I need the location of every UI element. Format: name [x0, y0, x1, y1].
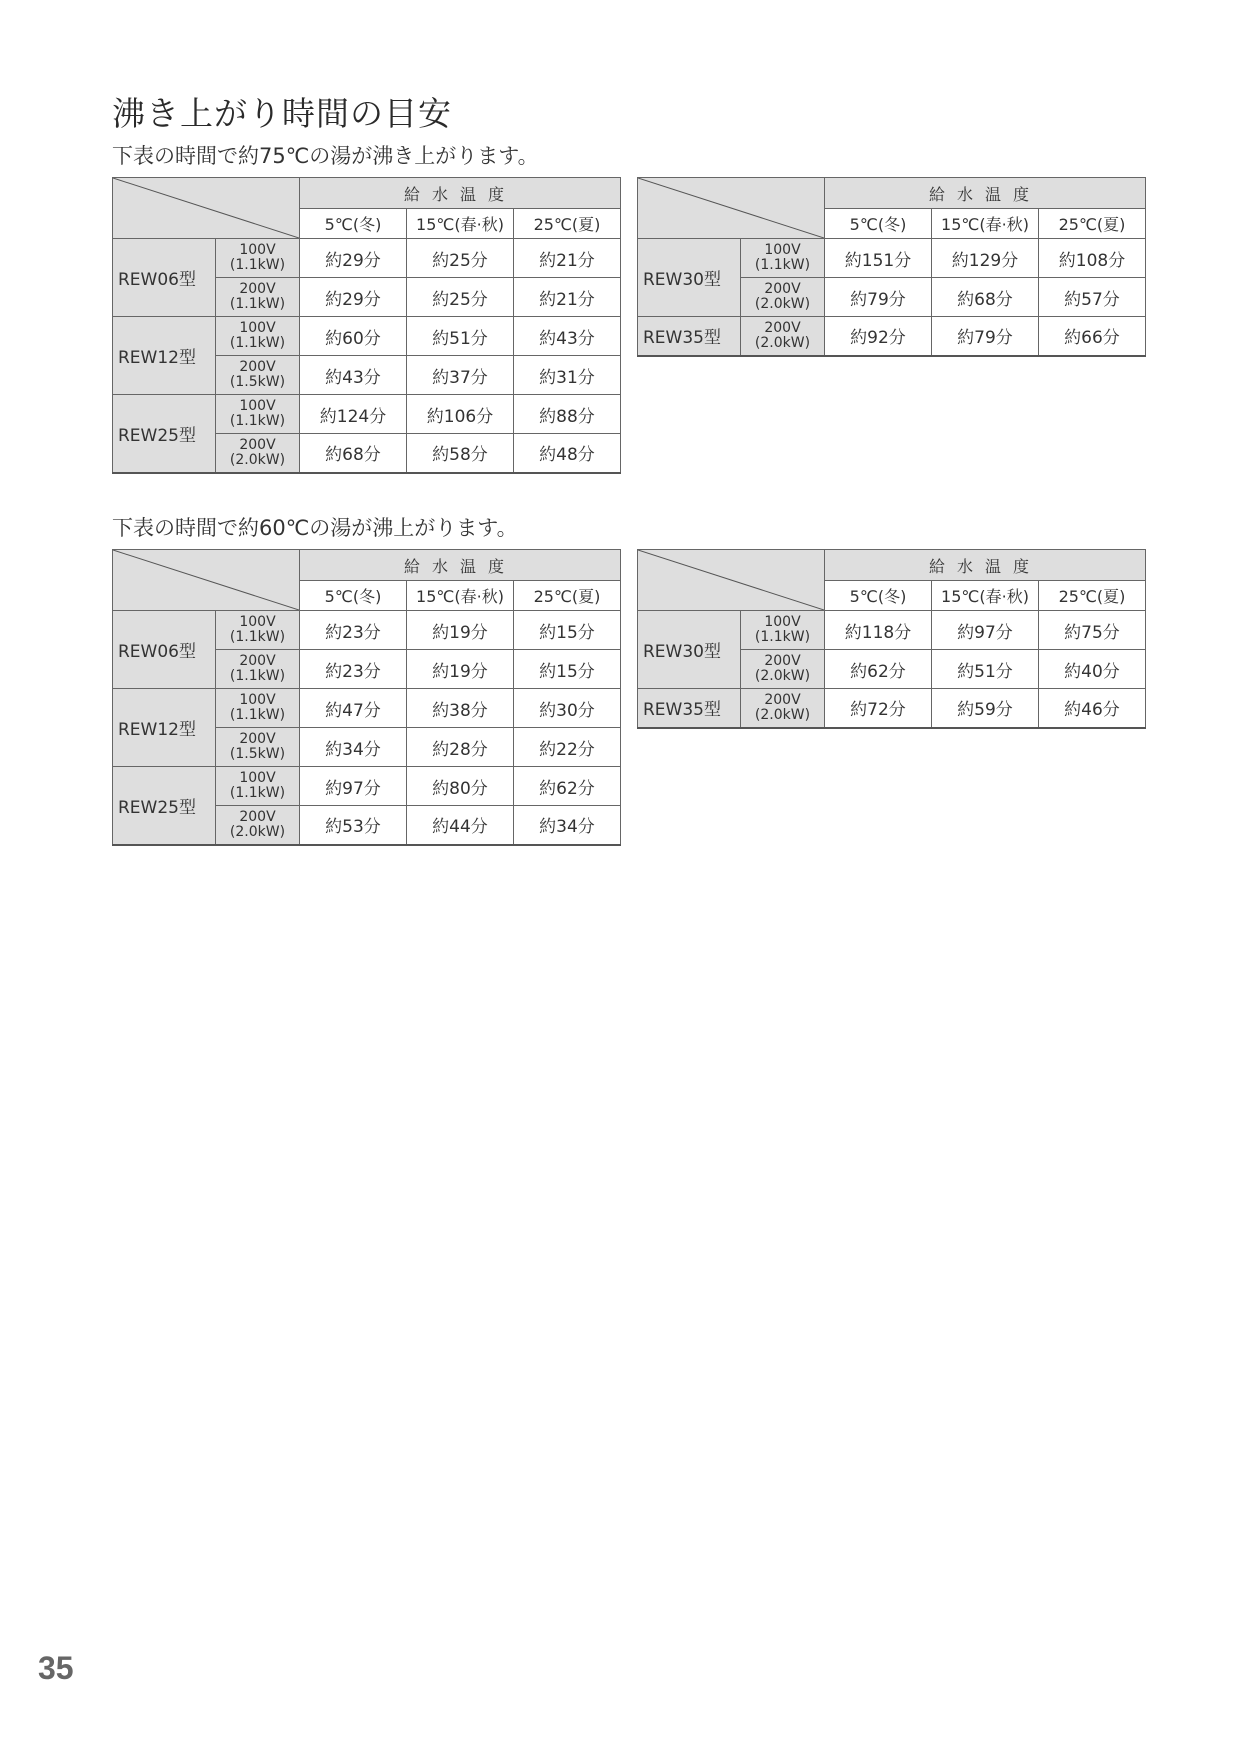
voltage: 200V — [764, 691, 801, 708]
group-header-water-temp: 給水温度 — [825, 550, 1146, 581]
voltage: 100V — [239, 242, 276, 258]
table-corner — [113, 178, 300, 239]
time-value: 約23分 — [300, 650, 407, 689]
caption-75c: 下表の時間で約75℃の湯が沸き上がります。 — [112, 144, 539, 168]
time-value: 約60分 — [300, 317, 407, 356]
spec-cell — [216, 767, 300, 806]
voltage: 200V — [764, 653, 801, 669]
voltage: 200V — [239, 653, 276, 669]
time-value: 約29分 — [300, 278, 407, 317]
table-row — [113, 395, 621, 434]
time-value: 約46分 — [1039, 689, 1146, 728]
spec-cell — [216, 317, 300, 356]
time-value: 約53分 — [300, 806, 407, 845]
voltage: 100V — [764, 242, 801, 258]
spec-cell — [741, 317, 825, 356]
power: (1.1kW) — [229, 785, 286, 801]
season-header-spring-autumn: 15℃(春·秋) — [407, 209, 514, 239]
page-title: 沸き上がり時間の目安 — [112, 94, 452, 133]
model-cell: REW30型 — [638, 239, 741, 317]
season-header-winter: 5℃(冬) — [825, 209, 932, 239]
time-value: 約15分 — [514, 611, 621, 650]
time-value: 約44分 — [407, 806, 514, 845]
time-value: 約97分 — [932, 611, 1039, 650]
spec-cell — [216, 728, 300, 767]
time-value: 約30分 — [514, 689, 621, 728]
time-value: 約29分 — [300, 239, 407, 278]
spec-cell — [216, 806, 300, 845]
group-header-water-temp: 給水温度 — [300, 178, 621, 209]
voltage: 100V — [239, 692, 276, 708]
spec-cell — [741, 278, 825, 317]
time-value: 約43分 — [514, 317, 621, 356]
voltage: 100V — [239, 614, 276, 630]
voltage: 200V — [239, 436, 276, 453]
voltage: 100V — [764, 614, 801, 630]
table-corner — [113, 550, 300, 611]
table-row — [113, 239, 621, 278]
voltage: 200V — [239, 281, 276, 297]
time-value: 約37分 — [407, 356, 514, 395]
spec-cell — [216, 434, 300, 473]
spec-cell — [741, 239, 825, 278]
power: (1.1kW) — [754, 257, 811, 273]
spec-cell — [216, 239, 300, 278]
table-75c-left — [112, 177, 621, 474]
table-75c-right — [637, 177, 1146, 357]
time-value: 約40分 — [1039, 650, 1146, 689]
model-cell: REW12型 — [113, 689, 216, 767]
voltage: 100V — [239, 770, 276, 786]
power: (1.5kW) — [229, 374, 286, 390]
time-value: 約68分 — [300, 434, 407, 473]
power: (1.1kW) — [229, 296, 286, 312]
spec-cell — [741, 611, 825, 650]
model-cell: REW35型 — [638, 317, 741, 356]
time-value: 約58分 — [407, 434, 514, 473]
power: (2.0kW) — [754, 668, 811, 684]
time-value: 約28分 — [407, 728, 514, 767]
table-row — [638, 689, 1146, 728]
model-cell: REW06型 — [113, 239, 216, 317]
time-value: 約68分 — [932, 278, 1039, 317]
time-value: 約34分 — [300, 728, 407, 767]
spec-cell — [216, 650, 300, 689]
season-header-summer: 25℃(夏) — [1039, 581, 1146, 611]
season-header-summer: 25℃(夏) — [514, 209, 621, 239]
time-value: 約51分 — [932, 650, 1039, 689]
time-value: 約88分 — [514, 395, 621, 434]
time-value: 約23分 — [300, 611, 407, 650]
time-value: 約47分 — [300, 689, 407, 728]
model-cell: REW06型 — [113, 611, 216, 689]
time-value: 約38分 — [407, 689, 514, 728]
power: (1.1kW) — [229, 413, 286, 429]
spec-cell — [216, 689, 300, 728]
time-value: 約43分 — [300, 356, 407, 395]
spec-cell — [216, 395, 300, 434]
table-row — [113, 767, 621, 806]
time-value: 約62分 — [514, 767, 621, 806]
caption-60c: 下表の時間で約60℃の湯が沸上がります。 — [112, 516, 518, 540]
power: (1.1kW) — [229, 629, 286, 645]
power: (1.1kW) — [229, 335, 286, 351]
power: (2.0kW) — [754, 334, 811, 351]
voltage: 200V — [239, 808, 276, 825]
power: (2.0kW) — [229, 451, 286, 468]
time-value: 約22分 — [514, 728, 621, 767]
time-value: 約129分 — [932, 239, 1039, 278]
group-header-water-temp: 給水温度 — [825, 178, 1146, 209]
time-value: 約51分 — [407, 317, 514, 356]
time-value: 約79分 — [825, 278, 932, 317]
model-cell: REW25型 — [113, 767, 216, 845]
group-header-water-temp: 給水温度 — [300, 550, 621, 581]
time-value: 約97分 — [300, 767, 407, 806]
model-cell: REW30型 — [638, 611, 741, 689]
power: (2.0kW) — [754, 706, 811, 723]
time-value: 約19分 — [407, 611, 514, 650]
season-header-summer: 25℃(夏) — [514, 581, 621, 611]
table-row — [638, 611, 1146, 650]
table-corner — [638, 178, 825, 239]
time-value: 約79分 — [932, 317, 1039, 356]
power: (1.5kW) — [229, 746, 286, 762]
table-row — [113, 317, 621, 356]
time-value: 約72分 — [825, 689, 932, 728]
season-header-winter: 5℃(冬) — [825, 581, 932, 611]
power: (2.0kW) — [754, 296, 811, 312]
spec-cell — [216, 611, 300, 650]
power: (1.1kW) — [754, 629, 811, 645]
time-value: 約31分 — [514, 356, 621, 395]
table-row — [638, 317, 1146, 356]
time-value: 約21分 — [514, 278, 621, 317]
time-value: 約106分 — [407, 395, 514, 434]
voltage: 200V — [239, 731, 276, 747]
season-header-spring-autumn: 15℃(春·秋) — [932, 209, 1039, 239]
power: (1.1kW) — [229, 668, 286, 684]
model-cell: REW25型 — [113, 395, 216, 473]
season-header-winter: 5℃(冬) — [300, 209, 407, 239]
spec-cell — [216, 356, 300, 395]
time-value: 約15分 — [514, 650, 621, 689]
time-value: 約124分 — [300, 395, 407, 434]
time-value: 約75分 — [1039, 611, 1146, 650]
spec-cell — [741, 689, 825, 728]
table-corner — [638, 550, 825, 611]
spec-cell — [216, 278, 300, 317]
season-header-spring-autumn: 15℃(春·秋) — [932, 581, 1039, 611]
season-header-spring-autumn: 15℃(春·秋) — [407, 581, 514, 611]
time-value: 約19分 — [407, 650, 514, 689]
table-60c-left — [112, 549, 621, 846]
page-number: 35 — [38, 1650, 74, 1686]
table-row — [113, 611, 621, 650]
time-value: 約118分 — [825, 611, 932, 650]
season-header-winter: 5℃(冬) — [300, 581, 407, 611]
spec-cell — [741, 650, 825, 689]
power: (1.1kW) — [229, 707, 286, 723]
time-value: 約80分 — [407, 767, 514, 806]
time-value: 約21分 — [514, 239, 621, 278]
time-value: 約59分 — [932, 689, 1039, 728]
season-header-summer: 25℃(夏) — [1039, 209, 1146, 239]
voltage: 100V — [239, 320, 276, 336]
time-value: 約25分 — [407, 278, 514, 317]
time-value: 約108分 — [1039, 239, 1146, 278]
time-value: 約34分 — [514, 806, 621, 845]
power: (1.1kW) — [229, 257, 286, 273]
voltage: 200V — [764, 281, 801, 297]
table-row — [638, 239, 1146, 278]
time-value: 約25分 — [407, 239, 514, 278]
model-cell: REW35型 — [638, 689, 741, 728]
power: (2.0kW) — [229, 823, 286, 840]
voltage: 100V — [239, 398, 276, 414]
voltage: 200V — [764, 319, 801, 336]
model-cell: REW12型 — [113, 317, 216, 395]
table-row — [113, 689, 621, 728]
time-value: 約92分 — [825, 317, 932, 356]
time-value: 約62分 — [825, 650, 932, 689]
time-value: 約151分 — [825, 239, 932, 278]
voltage: 200V — [239, 359, 276, 375]
time-value: 約48分 — [514, 434, 621, 473]
table-60c-right — [637, 549, 1146, 729]
time-value: 約57分 — [1039, 278, 1146, 317]
time-value: 約66分 — [1039, 317, 1146, 356]
